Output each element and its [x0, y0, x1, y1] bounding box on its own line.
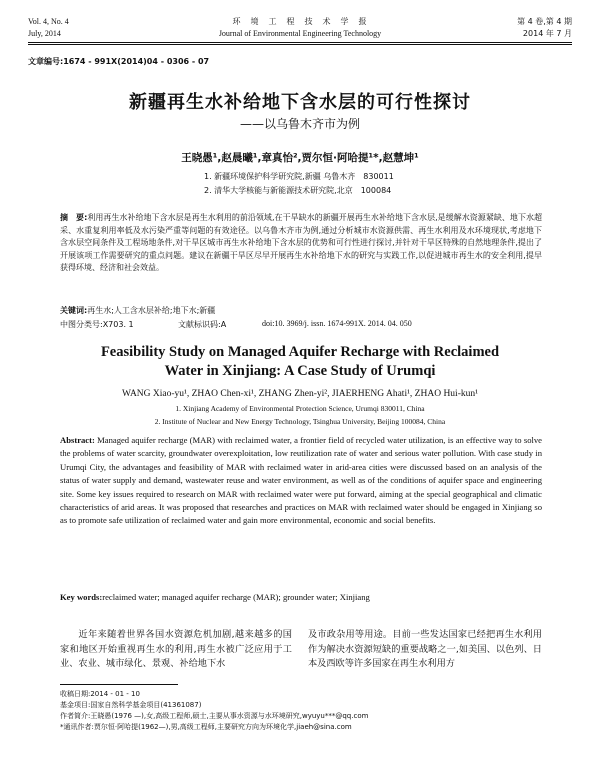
- footnote-received: 收稿日期:2014 - 01 - 10: [60, 690, 140, 698]
- header-issue-cn: 第 4 卷,第 4 期: [517, 17, 572, 26]
- clc-number: 中图分类号:X703. 1: [60, 320, 134, 329]
- abstract-cn-text: 利用再生水补给地下含水层是再生水利用的前沿领域,在干旱缺水的新疆开展再生水补给地下含水层,是缓解水资源紧缺、地下水超采、水重复利用率低及水污染严重等问题的有效途径。以乌鲁木齐市为例,通过分析城市水资源供需、再生水利用及水环境现状,考虑地下含水层空间条件及工程场地条件,对干旱区城市再生水补给地下含水层的优势和可行性进行探讨,并针对干旱区特殊的自然地理条件,提出了开展该项工作需要研究的重点问题。建议在新疆干旱区尽早开展再生水补给地下水的研究与实践工作,以促进城市再生水的安全利用,提早获得环境、经济和社会效益。: [60, 213, 542, 273]
- footnote-rule: [60, 684, 178, 685]
- affiliation-cn-2: 2. 清华大学核能与新能源技术研究院,北京 100084: [204, 186, 392, 195]
- keywords-cn: [60, 305, 215, 316]
- title-cn: 新疆再生水补给地下含水层的可行性探讨: [129, 92, 471, 113]
- doi: doi:10. 3969/j. issn. 1674-991X. 2014. 04. 050: [262, 319, 412, 328]
- title-en-line-2: Water in Xinjiang: A Case Study of Urumqi: [164, 363, 436, 379]
- article-number: 文章编号:1674 - 991X(2014)04 - 0306 - 07: [28, 57, 210, 66]
- authors-cn: 王晓愚¹,赵晨曦¹,章真怡²,贾尔恒·阿哈提¹*,赵慧坤¹: [181, 152, 419, 164]
- abstract-en-text: Managed aquifer recharge (MAR) with reclaimed water, a frontier field of recycled water utilization, is an effective way to solve the problems of water scarcity, groundwater overexploitation, low reutilization rate of water and serious water pollution. With case study in Urumqi City, the advantages and feasibility of MAR with reclaimed water in arid-area cities were discussed based on an analysis of the status of water supply and demand, wastewater reuse and water environment, as well as of the conditions of aquifer space and engineering site. Some key issues required to research on MAR with reclaimed water were put forward, aiming at the special geographical and climatic characteristics of arid areas. It was proposed that researches and practices on MAR with reclaimed water should be engaged in Xinjiang so as to promote safe utilization of reclaimed water and gain more environmental, economic and social benefits.: [60, 435, 542, 526]
- affiliation-en-2: 2. Institute of Nuclear and New Energy Technology, Tsinghua University, Beijing 100084, China: [154, 417, 446, 426]
- header-rule: [28, 42, 572, 45]
- abstract-en-label: Abstract:: [60, 435, 95, 445]
- document-code: 文献标识码:A: [178, 320, 227, 329]
- abstract-cn: [60, 212, 542, 275]
- header-journal-en: Journal of Environmental Engineering Technology: [218, 29, 382, 38]
- authors-en: WANG Xiao-yu¹, ZHAO Chen-xi¹, ZHANG Zhen-yi², JIAERHENG Ahati¹, ZHAO Hui-kun¹: [122, 389, 478, 399]
- footnote-corresponding: *通讯作者:贾尔恒·阿哈提(1962—),男,高级工程师,主要研究方向为环境化学,jiaeh@sina.com: [60, 723, 352, 731]
- keywords-en-text: reclaimed water; managed aquifer recharge (MAR); grounder water; Xinjiang: [102, 592, 370, 602]
- footnote-author-bio: 作者简介:王晓愚(1976 —),女,高级工程师,硕士,主要从事水资源与水环境研究,wyuyu***@qq.com: [60, 712, 369, 720]
- title-en-line-1: Feasibility Study on Managed Aquifer Recharge with Reclaimed: [100, 344, 500, 360]
- subtitle-cn: ——以乌鲁木齐市为例: [239, 117, 360, 131]
- footnote-funding: 基金项目:国家自然科学基金项目(41361087): [60, 701, 202, 709]
- header-journal-cn: 环 境 工 程 技 术 学 报: [232, 17, 368, 26]
- keywords-cn-label: 关键词:: [60, 306, 88, 315]
- keywords-cn-text: 再生水;人工含水层补给;地下水;新疆: [87, 306, 216, 315]
- header-volume: Vol. 4, No. 4: [28, 17, 69, 26]
- abstract-cn-label: 摘 要:: [60, 213, 88, 222]
- body-column-2: 及市政杂用等用途。目前一些发达国家已经把再生水利用作为解决水资源短缺的重要战略之一,如美国、以色列、日本及西欧等许多国家在再生水利用方: [308, 629, 542, 669]
- header-date: July, 2014: [28, 29, 61, 38]
- keywords-en: [60, 592, 370, 602]
- abstract-en: [60, 434, 542, 528]
- affiliation-cn-1: 1. 新疆环境保护科学研究院,新疆 乌鲁木齐 830011: [204, 172, 394, 181]
- header-date-cn: 2014 年 7 月: [522, 29, 572, 38]
- affiliation-en-1: 1. Xinjiang Academy of Environmental Protection Science, Urumqi 830011, China: [175, 404, 425, 413]
- body-column-1: 近年来随着世界各国水资源危机加剧,越来越多的国家和地区开始重视再生水的利用,再生水被广泛应用于工业、农业、城市绿化、景观、补给地下水: [60, 629, 292, 669]
- keywords-en-label: Key words:: [60, 592, 103, 602]
